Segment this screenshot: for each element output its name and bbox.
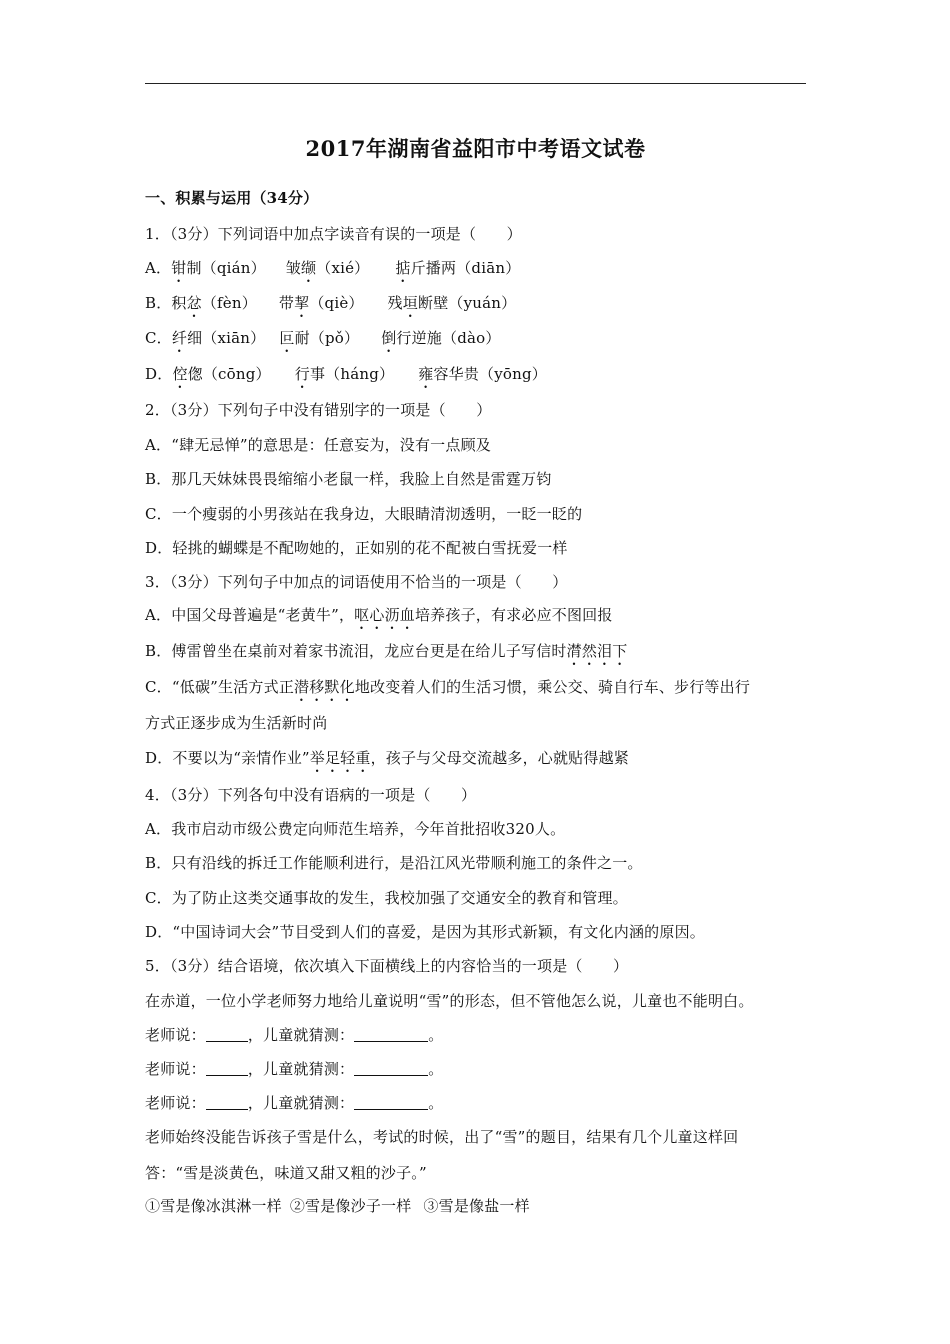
question-1-option-b: B．积忿（fèn） 带挈（qiè） 残垣断壁（yuán） bbox=[145, 294, 517, 312]
question-1-option-a: A．钳制（qián） 皱缬（xié） 掂斤播两（diān） bbox=[145, 259, 521, 277]
question-5-stem: 5．（3分）结合语境，依次填入下面横线上的内容恰当的一项是（ ） bbox=[145, 957, 629, 975]
question-4-option-b: B．只有沿线的拆迁工作能顺利进行，是沿江风光带顺利施工的条件之一。 bbox=[145, 854, 643, 872]
question-3-stem: 3．（3分）下列句子中加点的词语使用不恰当的一项是（ ） bbox=[145, 573, 568, 591]
section-heading: 一、积累与运用（34分） bbox=[145, 189, 319, 207]
question-1-option-d: D．倥偬（cōng） 行事（háng） 雍容华贵（yōng） bbox=[145, 365, 548, 383]
question-4-stem: 4．（3分）下列各句中没有语病的一项是（ ） bbox=[145, 786, 477, 804]
question-1-option-c: C．纤细（xiān） 叵耐（pǒ） 倒行逆施（dào） bbox=[145, 329, 501, 347]
answer-blank[interactable] bbox=[206, 1027, 248, 1042]
question-2-option-b: B．那几天妹妹畏畏缩缩小老鼠一样，我脸上自然是雷霆万钧 bbox=[145, 470, 552, 488]
question-5-options bbox=[145, 1196, 530, 1216]
question-1-stem: 1．（3分）下列词语中加点字读音有误的一项是（ ） bbox=[145, 225, 522, 243]
answer-blank[interactable] bbox=[354, 1027, 428, 1042]
question-5-passage-2: 老师始终没能告诉孩子雪是什么，考试的时候，出了“雪”的题目，结果有几个儿童这样回 bbox=[145, 1128, 739, 1146]
question-4-option-d: D．“中国诗词大会”节目受到人们的喜爱，是因为其形式新颖，有文化内涵的原因。 bbox=[145, 923, 705, 941]
question-2-option-a: A．“肆无忌惮”的意思是：任意妄为，没有一点顾及 bbox=[145, 436, 491, 454]
question-5-blank-line-3: 老师说： ，儿童就猜测： 。 bbox=[145, 1094, 444, 1112]
exam-title: 2017年湖南省益阳市中考语文试卷 bbox=[305, 136, 646, 161]
option-1: ①雪是像冰淇淋一样 bbox=[145, 1197, 282, 1215]
question-5-passage-2-continued: 答：“雪是淡黄色，味道又甜又粗的沙子。” bbox=[145, 1164, 427, 1182]
question-2-option-c: C．一个瘦弱的小男孩站在我身边，大眼睛清沏透明，一眨一眨的 bbox=[145, 505, 583, 523]
question-5-passage-1: 在赤道，一位小学老师努力地给儿童说明“雪”的形态，但不管他怎么说，儿童也不能明白。 bbox=[145, 992, 754, 1010]
question-4-option-c: C．为了防止这类交通事故的发生，我校加强了交通安全的教育和管理。 bbox=[145, 889, 628, 907]
answer-blank[interactable] bbox=[206, 1095, 248, 1110]
option-3: ③雪是像盐一样 bbox=[423, 1197, 530, 1215]
header-rule bbox=[145, 83, 806, 84]
question-3-option-c-continued: 方式正逐步成为生活新时尚 bbox=[145, 714, 328, 732]
question-5-blank-line-1: 老师说： ，儿童就猜测： 。 bbox=[145, 1026, 444, 1044]
answer-blank[interactable] bbox=[206, 1061, 248, 1076]
question-3-option-d: D．不要以为“亲情作业”举足轻重，孩子与父母交流越多，心就贴得越紧 bbox=[145, 749, 629, 767]
question-3-option-c: C．“低碳”生活方式正潜移默化地改变着人们的生活习惯，乘公交、骑自行车、步行等出行 bbox=[145, 678, 751, 696]
question-4-option-a: A．我市启动市级公费定向师范生培养，今年首批招收320人。 bbox=[145, 820, 566, 838]
question-2-stem: 2．（3分）下列句子中没有错别字的一项是（ ） bbox=[145, 401, 492, 419]
question-2-option-d: D．轻挑的蝴蝶是不配吻她的，正如别的花不配被白雪抚爱一样 bbox=[145, 539, 568, 557]
answer-blank[interactable] bbox=[354, 1061, 428, 1076]
question-3-option-b: B．傅雷曾坐在桌前对着家书流泪，龙应台更是在给儿子写信时潸然泪下 bbox=[145, 642, 628, 660]
question-3-option-a: A．中国父母普遍是“老黄牛”，呕心沥血培养孩子，有求必应不图回报 bbox=[145, 606, 613, 624]
option-2: ②雪是像沙子一样 bbox=[289, 1197, 412, 1215]
question-5-blank-line-2: 老师说： ，儿童就猜测： 。 bbox=[145, 1060, 444, 1078]
answer-blank[interactable] bbox=[354, 1095, 428, 1110]
